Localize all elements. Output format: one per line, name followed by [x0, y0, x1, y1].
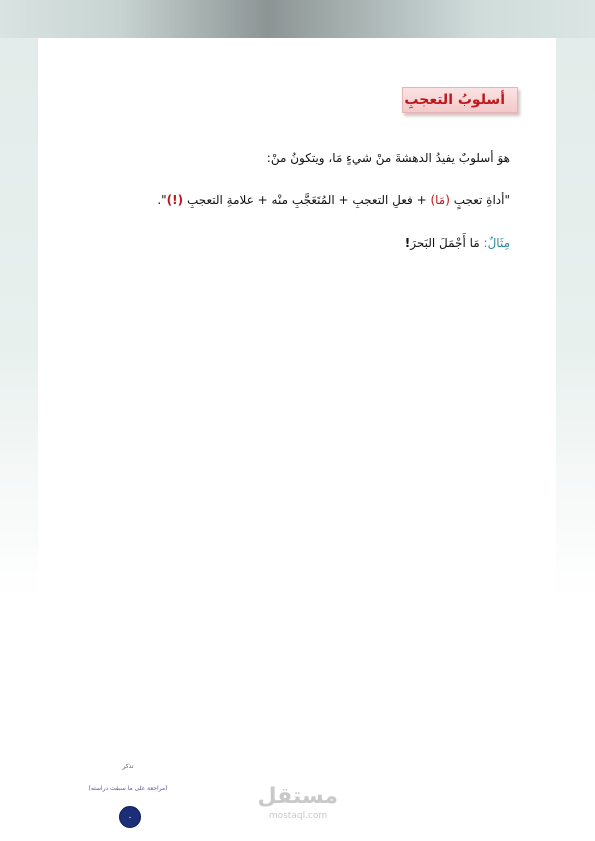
definition-text: هوَ أسلوبٌ يفيدُ الدهشةَ منْ شيءٍ مَا، ويتكونُ منْ:	[266, 151, 510, 165]
watermark-logo	[258, 784, 338, 830]
formula-part: "أداةِ تعجبٍ	[449, 193, 510, 207]
watermark-latin: mostaql.com	[268, 811, 328, 821]
example-label: مِثَالٌ:	[483, 236, 510, 250]
footer-subcaption: (مراجعة على ما سبقت دراسته)	[88, 785, 168, 792]
top-banner	[0, 0, 595, 38]
watermark-arabic: مستقل	[257, 784, 338, 809]
page-title: أسلوبُ التعجبِ	[404, 92, 505, 108]
page-number-badge: ٠	[119, 806, 141, 828]
formula-mark: (!)	[166, 193, 184, 207]
formula-line	[157, 193, 510, 207]
footer-caption: تذكر	[122, 763, 134, 770]
example-line	[405, 236, 510, 250]
title-box	[402, 87, 518, 113]
example-mark: !	[404, 236, 411, 250]
formula-part: ".	[157, 193, 167, 207]
formula-part: + فعلِ التعجبِ + المُتَعَجَّبِ منْه + علامةِ التعجبِ	[183, 193, 431, 207]
formula-particle: (مَا)	[430, 193, 450, 207]
example-text: مَا أَجْمَلَ البَحرَ	[410, 236, 484, 250]
